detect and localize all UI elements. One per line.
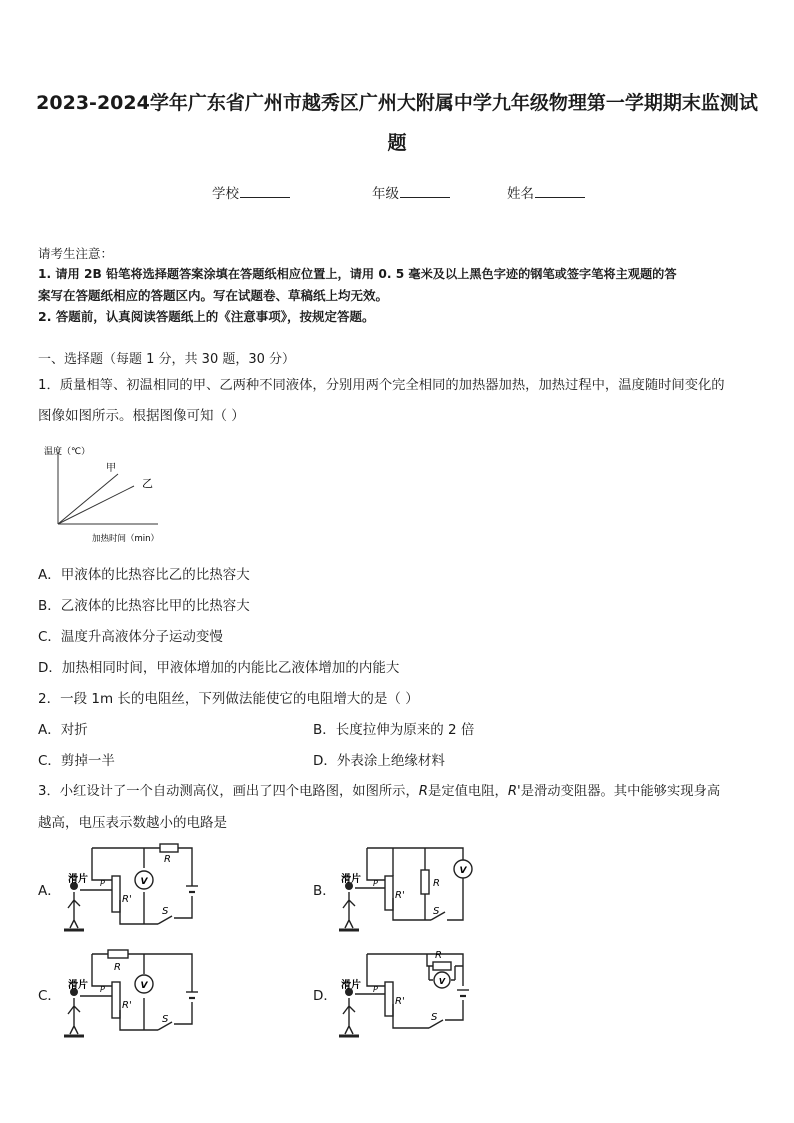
name-label: 姓名 [507,186,534,202]
q2-option-b: B．长度拉伸为原来的 2 倍 [313,722,475,738]
circuit-c-rprime-label: R' [122,1000,132,1011]
circuit-c-slider-label: 滑片 [68,980,88,991]
q3-option-c-label: C． [38,988,61,1004]
circuit-a-slider-label: 滑片 [68,874,88,885]
grade-field [372,182,450,202]
circuit-a [62,840,212,932]
q2-option-d: D．外表涂上绝缘材料 [313,753,445,769]
circuit-c-p-label: P [100,985,105,994]
q3-option-b-label: B． [313,883,336,899]
circuit-b-slider-label: 滑片 [341,874,361,885]
circuit-d-rprime-label: R' [395,996,405,1007]
circuit-d-slider-label: 滑片 [341,980,361,991]
section-heading: 一、选择题（每题 1 分，共 30 题，30 分） [38,352,296,367]
circuit-c-s-label: S [162,1014,169,1025]
q3-option-a-label: A． [38,883,61,899]
circuit-a-rprime-label: R' [122,894,132,905]
notice-item1-line2: 案写在答题纸相应的答题区内。写在试题卷、草稿纸上均无效。 [38,288,389,303]
q3-rprime-symbol: R' [507,784,521,799]
q2-stem: 2．一段 1m 长的电阻丝，下列做法能使它的电阻增大的是（ ） [38,691,419,707]
circuit-d-voltmeter: V [438,977,446,986]
notice-heading: 请考生注意： [38,246,114,261]
q3-option-d-label: D． [313,988,337,1004]
circuit-a-voltmeter: V [140,877,148,887]
q1-stem-line1: 1．质量相等、初温相同的甲、乙两种不同液体，分别用两个完全相同的加热器加热，加热过程中，温度随时间变化的 [38,378,725,393]
circuit-c-r-label: R [114,962,121,973]
school-blank [240,185,290,198]
q3-r-symbol: R [418,784,429,799]
q1-stem-line2: 图像如图所示。根据图像可知（ ） [38,408,245,424]
circuit-c-voltmeter: V [140,981,148,991]
circuit-a-s-label: S [162,906,169,917]
graph-label-jia: 甲 [106,463,116,474]
q3-stem-pre: 3．小红设计了一个自动测高仪，画出了四个电路图，如图所示， [38,784,419,799]
graph-label-yi: 乙 [142,477,153,490]
grade-blank [400,185,450,198]
name-blank [535,185,585,198]
paper-title-line2: 题 [387,132,407,154]
q1-temperature-graph [40,440,170,550]
q1-option-b: B．乙液体的比热容比甲的比热容大 [38,598,250,614]
graph-ylabel: 温度（℃） [44,447,91,457]
q3-stem-line2: 越高，电压表示数越小的电路是 [38,815,227,831]
circuit-b-p-label: P [373,879,378,888]
q1-option-d: D．加热相同时间，甲液体增加的内能比乙液体增加的内能大 [38,660,400,676]
circuit-d-r-label: R [435,950,442,961]
q3-stem-post: 是滑动变阻器。其中能够实现身高 [520,784,721,799]
q3-stem-mid: 是定值电阻， [428,784,508,799]
q2-option-c: C．剪掉一半 [38,753,115,769]
circuit-b-voltmeter: V [459,866,467,876]
notice-item2: 2. 答题前，认真阅读答题纸上的《注意事项》，按规定答题。 [38,309,375,324]
circuit-a-p-label: P [100,879,105,888]
school-label: 学校 [212,186,239,202]
school-field [212,182,290,202]
circuit-d-p-label: P [373,985,378,994]
circuit-d [337,946,487,1038]
name-field [507,182,585,202]
circuit-b-s-label: S [433,906,440,917]
paper-title-line1: 2023-2024学年广东省广州市越秀区广州大附属中学九年级物理第一学期期末监测试 [36,92,758,114]
grade-label: 年级 [372,186,399,202]
circuit-b-rprime-label: R' [395,890,405,901]
circuit-d-s-label: S [431,1012,438,1023]
q2-option-a: A．对折 [38,722,88,738]
circuit-a-r-label: R [164,854,171,865]
graph-xlabel: 加热时间（min） [92,534,160,544]
q1-option-a: A．甲液体的比热容比乙的比热容大 [38,567,250,583]
circuit-b [337,840,487,932]
q3-stem-line1 [38,780,720,799]
circuit-b-r-label: R [433,878,440,889]
notice-item1-line1: 1. 请用 2B 铅笔将选择题答案涂填在答题纸相应位置上，请用 0. 5 毫米及以上黑色字迹的钢笔或签字笔将主观题的答 [38,267,677,281]
circuit-c [62,946,212,1038]
q1-option-c: C．温度升高液体分子运动变慢 [38,629,223,645]
